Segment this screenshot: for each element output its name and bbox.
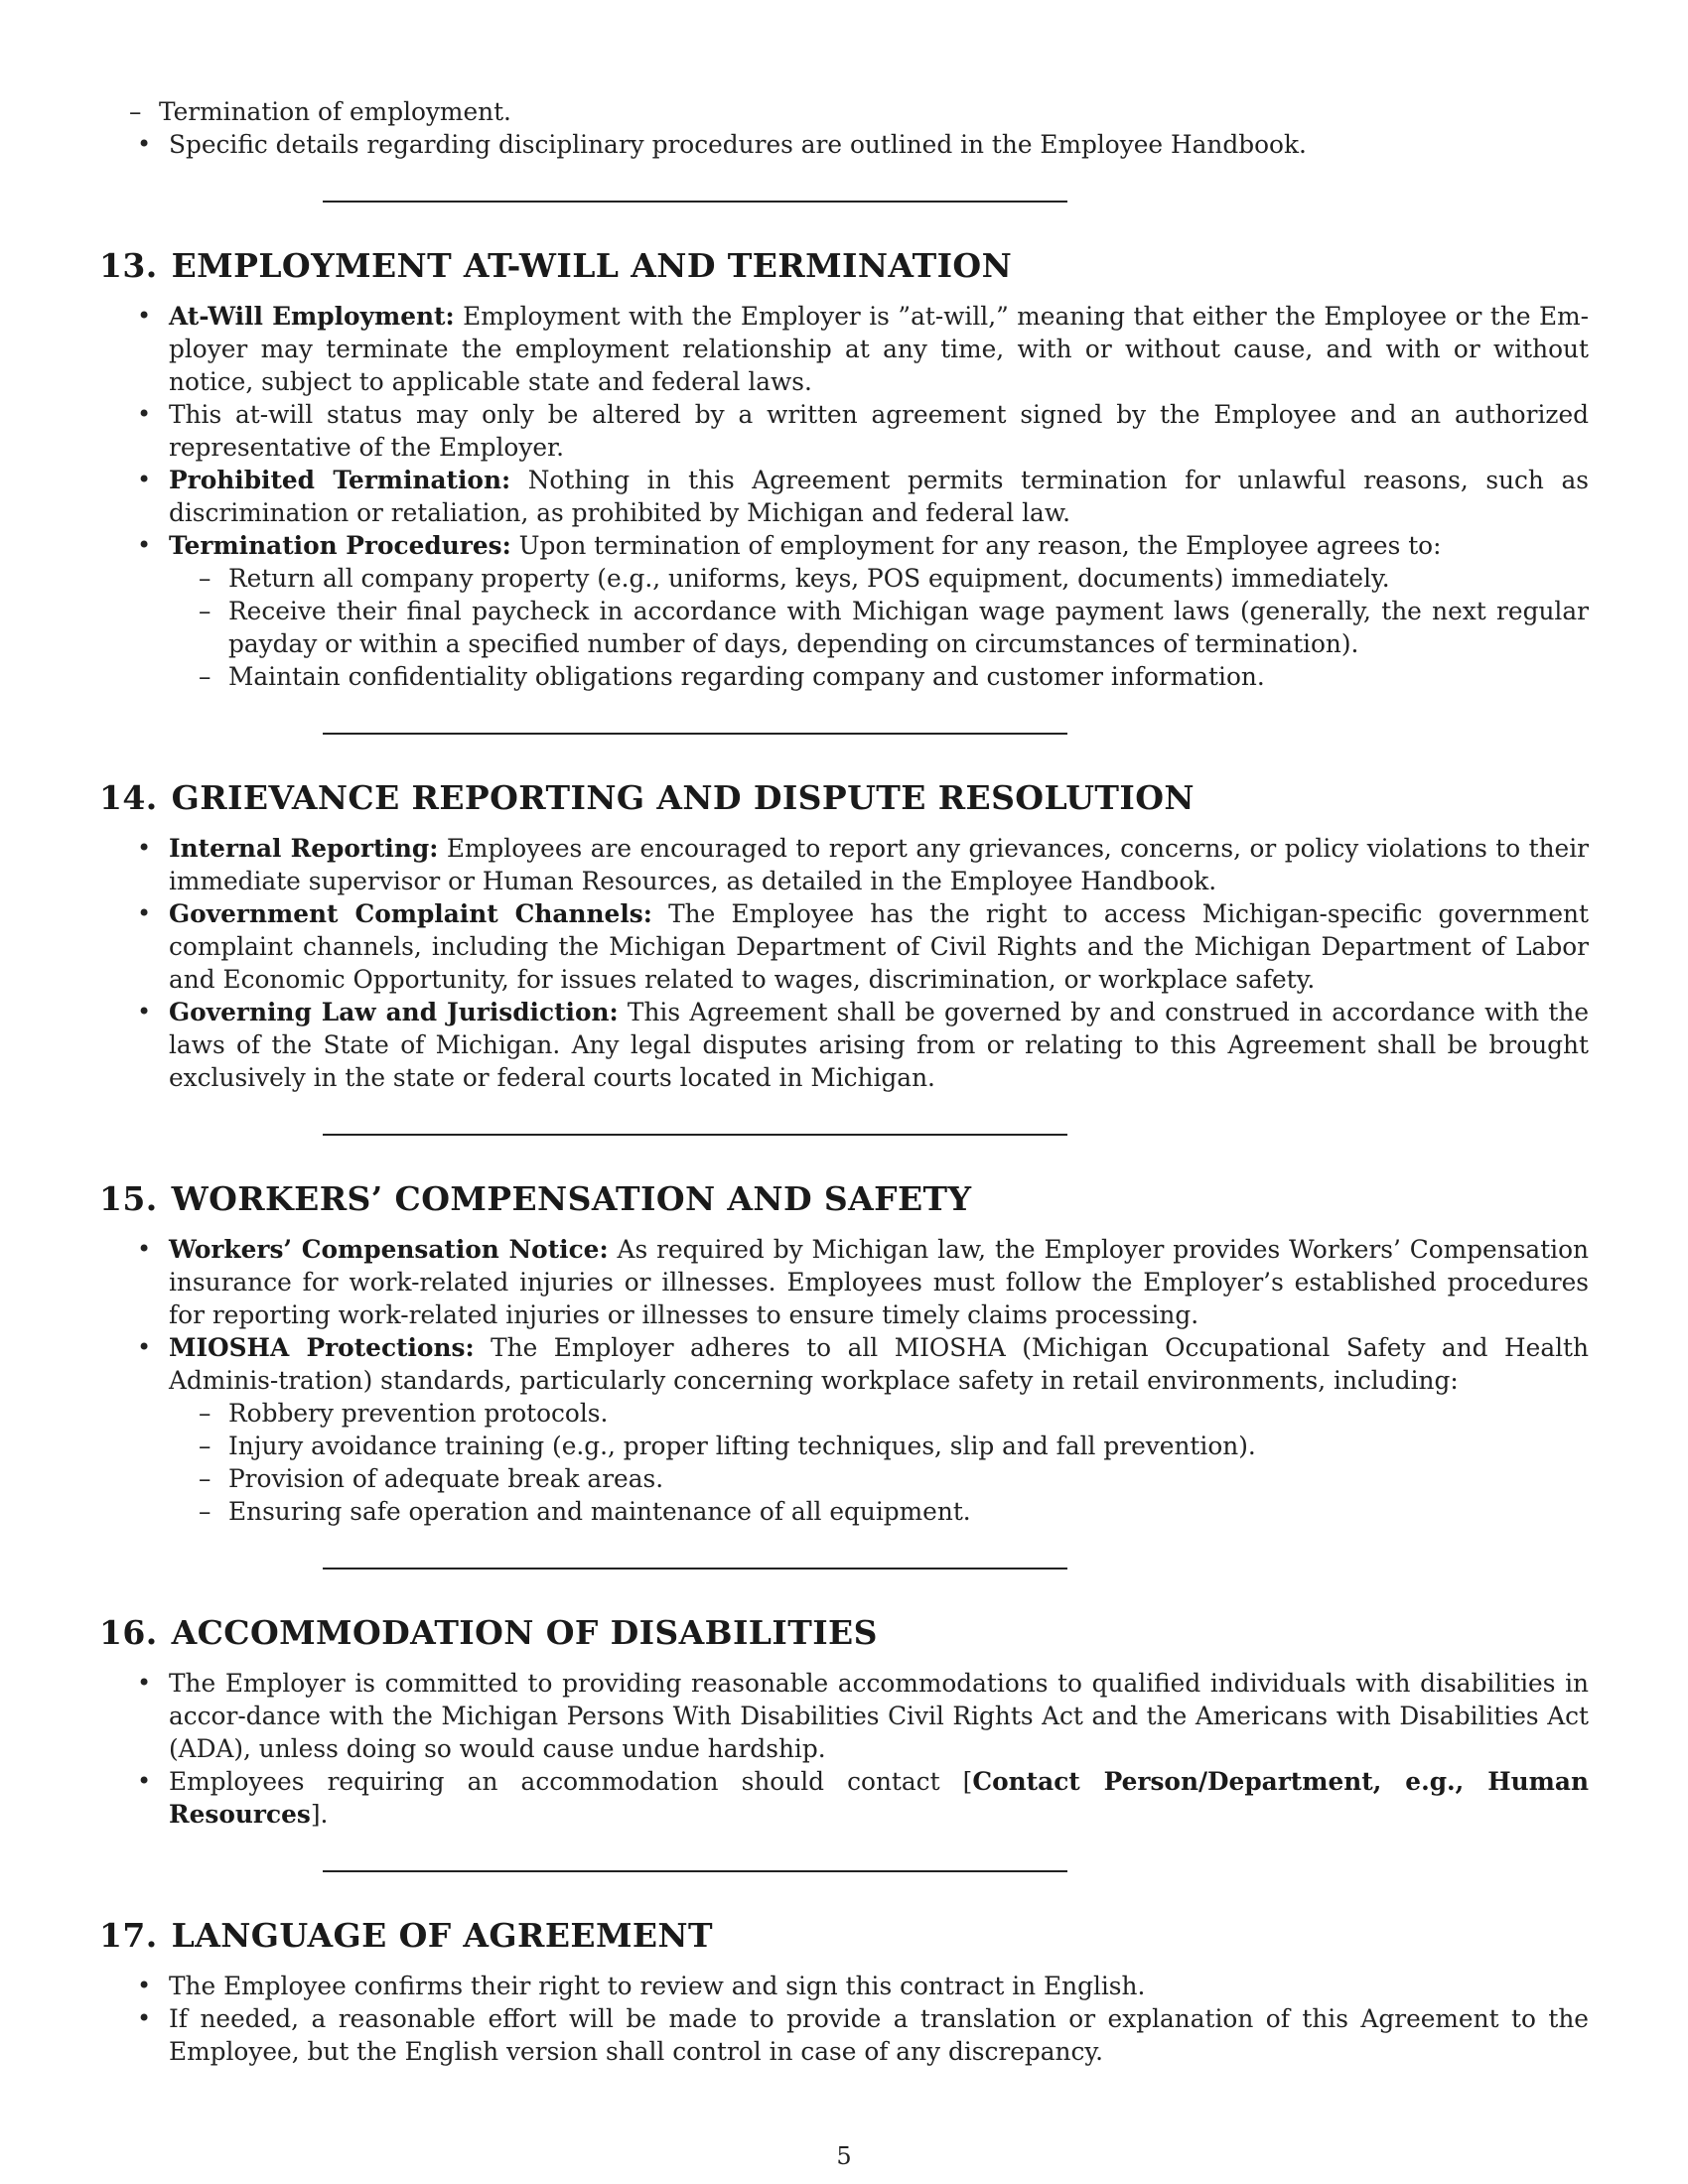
bullet-label: Governing Law and Jurisdiction: bbox=[169, 998, 619, 1026]
section-heading bbox=[99, 246, 1589, 285]
section-number: 17. bbox=[99, 1916, 158, 1955]
sub-list-item: – Provision of adequate break areas. bbox=[169, 1462, 1589, 1495]
list-item bbox=[99, 398, 1589, 464]
sub-list-item: – Termination of employment. bbox=[99, 95, 1589, 128]
contact-placeholder: Contact Person/Department, e.g., Human Resources bbox=[169, 1767, 1589, 1829]
list-item bbox=[99, 529, 1589, 693]
section-14 bbox=[99, 778, 1589, 1094]
section-17-list bbox=[99, 1970, 1589, 2068]
bullet-label: Termination Procedures: bbox=[169, 531, 511, 560]
section-title: ACCOMMODATION OF DISABILITIES bbox=[171, 1613, 878, 1652]
section-title: EMPLOYMENT AT-WILL AND TERMINATION bbox=[171, 246, 1013, 285]
bullet-text: Employees requiring an accommodation should contact [ bbox=[169, 1767, 973, 1796]
section-15 bbox=[99, 1179, 1589, 1528]
sub-list-item: – Robbery prevention protocols. bbox=[169, 1397, 1589, 1430]
section-16-list bbox=[99, 1667, 1589, 1831]
bullet-text: The Employee has the right to access Michigan-specific government complaint channels, including the Michigan Department of Civil Rights and the Michigan Department of Labor and Economic Opportunity, for issues related to wages, discrimination, or workplace safety. bbox=[169, 899, 1589, 994]
section-title: GRIEVANCE REPORTING AND DISPUTE RESOLUTION bbox=[171, 778, 1195, 817]
list-item bbox=[99, 1331, 1589, 1528]
section-number: 14. bbox=[99, 778, 158, 817]
section-heading bbox=[99, 1916, 1589, 1955]
sub-list-item: – Maintain confidentiality obligations regarding company and customer information. bbox=[169, 660, 1589, 693]
section-divider bbox=[323, 1870, 1067, 1872]
section-title: WORKERS’ COMPENSATION AND SAFETY bbox=[171, 1179, 972, 1218]
list-item bbox=[99, 897, 1589, 996]
bullet-text: Specific details regarding disciplinary procedures are outlined in the Employee Handbook. bbox=[169, 130, 1307, 159]
section-divider bbox=[323, 201, 1067, 203]
list-item bbox=[99, 128, 1589, 161]
section-divider bbox=[323, 1134, 1067, 1136]
list-item bbox=[99, 1667, 1589, 1765]
list-item bbox=[99, 832, 1589, 897]
bullet-text: As required by Michigan law, the Employer provides Workers’ Compensation insurance for work-related injuries or illnesses. Employees must follow the Employer’s established procedures for reporting work-related injuries or illnesses to ensure timely claims processing. bbox=[169, 1235, 1589, 1329]
section-17 bbox=[99, 1916, 1589, 2068]
sub-list bbox=[169, 1397, 1589, 1528]
bullet-label: At-Will Employment: bbox=[169, 302, 455, 331]
section-16 bbox=[99, 1613, 1589, 1831]
intro-continuation bbox=[99, 95, 1589, 161]
bullet-text: Employees are encouraged to report any grievances, concerns, or policy violations to their immediate supervisor or Human Resources, as detailed in the Employee Handbook. bbox=[169, 834, 1589, 895]
section-divider bbox=[323, 1568, 1067, 1570]
sub-list-item: – Injury avoidance training (e.g., proper lifting techniques, slip and fall prevention). bbox=[169, 1430, 1589, 1462]
section-title: LANGUAGE OF AGREEMENT bbox=[171, 1916, 713, 1955]
bullet-label: Prohibited Termination: bbox=[169, 466, 511, 494]
section-heading bbox=[99, 778, 1589, 817]
bullet-label: Workers’ Compensation Notice: bbox=[169, 1235, 609, 1264]
section-number: 15. bbox=[99, 1179, 158, 1218]
list-item bbox=[99, 1970, 1589, 2002]
bullet-text-end: ]. bbox=[310, 1800, 329, 1829]
bullet-text: Upon termination of employment for any reason, the Employee agrees to: bbox=[518, 531, 1442, 560]
list-item bbox=[99, 996, 1589, 1094]
list-item bbox=[99, 2002, 1589, 2068]
list-item bbox=[99, 1233, 1589, 1331]
bullet-text: The Employer is committed to providing reasonable accommodations to qualified individuals with disabilities in accor-dance with the Michigan Persons With Disabilities Civil Rights Act and the Americans with Disabilities Act (ADA), unless doing so would cause undue hardship. bbox=[169, 1669, 1589, 1763]
bullet-text: The Employee confirms their right to review and sign this contract in English. bbox=[169, 1972, 1146, 2000]
list-item bbox=[99, 1765, 1589, 1831]
section-number: 16. bbox=[99, 1613, 158, 1652]
bullet-label: MIOSHA Protections: bbox=[169, 1333, 475, 1362]
section-15-list bbox=[99, 1233, 1589, 1528]
page-number: 5 bbox=[836, 2142, 852, 2170]
bullet-text: This Agreement shall be governed by and construed in accordance with the laws of the State of Michigan. Any legal disputes arising from or relating to this Agreement shall be brought exclusively in the state or federal courts located in Michigan. bbox=[169, 998, 1589, 1092]
section-divider bbox=[323, 733, 1067, 735]
bullet-text: The Employer adheres to all MIOSHA (Michigan Occupational Safety and Health Adminis-tration) standards, particularly concerning workplace safety in retail environments, including: bbox=[169, 1333, 1589, 1395]
bullet-text: Nothing in this Agreement permits termination for unlawful reasons, such as discrimination or retaliation, as prohibited by Michigan and federal law. bbox=[169, 466, 1589, 527]
section-heading bbox=[99, 1179, 1589, 1218]
list-item bbox=[99, 300, 1589, 398]
bullet-text: If needed, a reasonable effort will be made to provide a translation or explanation of this Agreement to the Employee, but the English version shall control in case of any discrepancy. bbox=[169, 2004, 1589, 2066]
section-heading bbox=[99, 1613, 1589, 1652]
section-13 bbox=[99, 246, 1589, 693]
sub-list bbox=[169, 562, 1589, 693]
bullet-text: This at-will status may only be altered by a written agreement signed by the Employee and an authorized representative of the Employer. bbox=[169, 400, 1589, 462]
sub-list-item: – Return all company property (e.g., uniforms, keys, POS equipment, documents) immediately. bbox=[169, 562, 1589, 595]
section-number: 13. bbox=[99, 246, 158, 285]
bullet-label: Government Complaint Channels: bbox=[169, 899, 652, 928]
section-13-list bbox=[99, 300, 1589, 693]
section-14-list bbox=[99, 832, 1589, 1094]
sub-list-item: – Receive their final paycheck in accordance with Michigan wage payment laws (generally, the next regular payday or within a specified number of days, depending on circumstances of termination). bbox=[169, 595, 1589, 660]
intro-bullet-list bbox=[99, 128, 1589, 161]
sub-list-item: – Ensuring safe operation and maintenance of all equipment. bbox=[169, 1495, 1589, 1528]
list-item bbox=[99, 464, 1589, 529]
intro-sub-list bbox=[99, 95, 1589, 128]
document-body bbox=[99, 95, 1589, 2068]
bullet-label: Internal Reporting: bbox=[169, 834, 439, 863]
bullet-text: Employment with the Employer is ”at-will,” meaning that either the Employee or the Em-ployer may terminate the employment relationship at any time, with or without cause, and with or without notice, subject to applicable state and federal laws. bbox=[169, 302, 1589, 396]
